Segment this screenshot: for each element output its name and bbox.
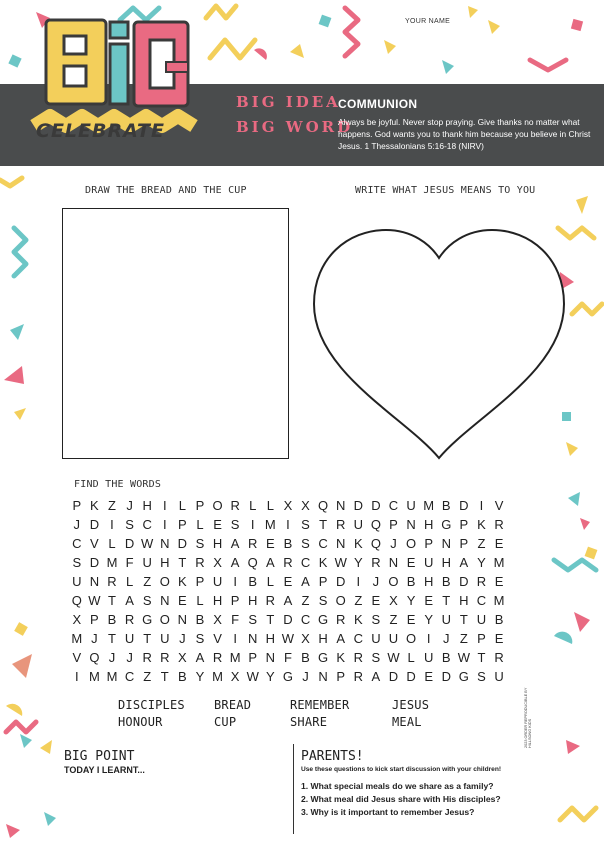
grid-letter[interactable]: B <box>441 574 451 589</box>
grid-letter[interactable]: U <box>494 669 504 684</box>
grid-letter[interactable]: J <box>179 631 186 646</box>
grid-row <box>68 650 508 669</box>
grid-letter[interactable]: M <box>88 669 100 684</box>
grid-letter[interactable]: H <box>248 593 258 608</box>
grid-letter[interactable]: Z <box>354 593 363 608</box>
grid-letter[interactable]: S <box>477 669 486 684</box>
grid-letter[interactable]: S <box>142 593 152 608</box>
grid-letter[interactable]: I <box>233 574 237 589</box>
grid-letter[interactable]: P <box>195 574 205 589</box>
grid-letter[interactable]: S <box>248 612 258 627</box>
grid-letter[interactable]: X <box>178 650 187 665</box>
grid-letter[interactable]: C <box>318 536 328 551</box>
grid-letter[interactable]: J <box>91 631 98 646</box>
grid-letter[interactable]: D <box>124 536 135 551</box>
grid-letter[interactable]: Y <box>265 669 275 684</box>
grid-letter[interactable]: C <box>124 669 135 684</box>
grid-letter[interactable]: M <box>212 669 223 684</box>
grid-letter[interactable]: N <box>160 536 170 551</box>
grid-letter[interactable]: C <box>388 498 399 513</box>
grid-letter[interactable]: X <box>213 555 222 570</box>
grid-letter[interactable]: H <box>423 517 434 532</box>
grid-letter[interactable]: K <box>477 517 486 532</box>
grid-letter[interactable]: S <box>301 536 310 551</box>
grid-letter[interactable]: M <box>423 498 435 513</box>
grid-letter[interactable]: B <box>107 612 117 627</box>
word-list-item: HONOUR <box>118 715 163 729</box>
grid-letter[interactable]: E <box>213 517 222 532</box>
grid-letter[interactable]: P <box>72 498 82 513</box>
grid-letter[interactable]: T <box>108 593 116 608</box>
parents-title: PARENTS! <box>301 749 364 764</box>
grid-letter[interactable]: T <box>266 612 275 627</box>
grid-letter[interactable]: O <box>388 574 399 589</box>
grid-letter[interactable]: P <box>230 593 240 608</box>
grid-letter[interactable]: W <box>246 669 259 684</box>
grid-letter[interactable]: J <box>108 650 116 665</box>
grid-letter[interactable]: V <box>494 498 504 513</box>
grid-letter[interactable]: C <box>300 612 311 627</box>
grid-letter[interactable]: Z <box>108 498 116 513</box>
grid-letter[interactable]: T <box>319 517 328 532</box>
grid-letter[interactable]: Z <box>301 593 310 608</box>
grid-letter[interactable]: R <box>230 498 240 513</box>
grid-letter[interactable]: O <box>406 631 417 646</box>
grid-letter[interactable]: A <box>230 536 240 551</box>
grid-letter[interactable]: T <box>178 555 187 570</box>
grid-letter[interactable]: V <box>90 536 99 551</box>
your-name-label: YOUR NAME <box>405 18 451 25</box>
grid-letter[interactable]: I <box>250 517 255 532</box>
grid-letter[interactable]: N <box>265 650 276 665</box>
grid-letter[interactable]: E <box>494 574 504 589</box>
grid-letter[interactable]: X <box>301 631 310 646</box>
grid-letter[interactable]: Z <box>143 669 152 684</box>
grid-letter[interactable]: M <box>493 555 505 570</box>
grid-letter[interactable]: C <box>300 555 311 570</box>
grid-letter[interactable]: K <box>90 498 99 513</box>
grid-letter[interactable]: O <box>159 574 170 589</box>
grid-letter[interactable]: J <box>73 517 81 532</box>
grid-letter[interactable]: O <box>159 612 170 627</box>
grid-letter[interactable]: A <box>371 669 381 684</box>
grid-letter[interactable]: U <box>353 517 363 532</box>
grid-letter[interactable]: J <box>126 650 133 665</box>
grid-letter[interactable]: P <box>477 631 486 646</box>
word-list-item: MEAL <box>392 715 422 729</box>
grid-letter[interactable]: U <box>124 631 135 646</box>
grid-letter[interactable]: A <box>230 555 240 570</box>
grid-letter[interactable]: G <box>441 517 452 532</box>
grid-letter[interactable]: D <box>459 574 469 589</box>
grid-letter[interactable]: P <box>195 498 205 513</box>
grid-letter[interactable]: E <box>371 593 381 608</box>
draw-activity-label: DRAW THE BREAD AND THE CUP <box>85 185 247 196</box>
grid-letter[interactable]: P <box>90 612 99 627</box>
grid-letter[interactable]: R <box>476 574 487 589</box>
grid-letter[interactable]: R <box>248 536 258 551</box>
grid-letter[interactable]: A <box>195 650 205 665</box>
word-list-item: BREAD <box>214 698 252 712</box>
grid-letter[interactable]: R <box>283 555 293 570</box>
grid-letter[interactable]: I <box>479 498 484 513</box>
grid-letter[interactable]: T <box>442 593 451 608</box>
word-list-item: REMEMBER <box>290 698 350 712</box>
grid-letter[interactable]: Y <box>353 555 363 570</box>
grid-letter[interactable]: R <box>494 650 504 665</box>
grid-letter[interactable]: S <box>195 631 205 646</box>
grid-letter[interactable]: B <box>248 574 258 589</box>
grid-letter[interactable]: I <box>286 517 290 532</box>
memory-verse: Always be joyful. Never stop praying. Give thanks no matter what happens. God wants you to thank him because you believe in Christ Jesus. 1 Thessalonians 5:16-18 (NIRV) <box>338 117 591 151</box>
grid-letter[interactable]: J <box>372 574 380 589</box>
topic-title: COMMUNION <box>338 97 418 111</box>
drawing-box[interactable] <box>62 208 289 459</box>
grid-letter[interactable]: P <box>389 517 398 532</box>
grid-letter[interactable]: V <box>213 631 222 646</box>
grid-letter[interactable]: R <box>107 574 117 589</box>
grid-letter[interactable]: E <box>406 612 416 627</box>
grid-letter[interactable]: V <box>72 650 82 665</box>
grid-letter[interactable]: B <box>195 612 205 627</box>
parent-question: 1. What special meals do we share as a family? <box>301 781 494 791</box>
grid-letter[interactable]: Q <box>247 555 258 570</box>
grid-letter[interactable]: I <box>74 669 79 684</box>
word-search-grid[interactable] <box>68 498 508 688</box>
grid-letter[interactable]: Z <box>459 631 468 646</box>
grid-letter[interactable]: N <box>336 536 346 551</box>
grid-letter[interactable]: U <box>212 574 223 589</box>
grid-letter[interactable]: U <box>388 631 399 646</box>
grid-letter[interactable]: G <box>318 650 329 665</box>
grid-letter[interactable]: L <box>266 574 274 589</box>
grid-letter[interactable]: S <box>371 612 381 627</box>
grid-letter[interactable]: B <box>178 669 187 684</box>
grid-letter[interactable]: X <box>213 612 222 627</box>
grid-letter[interactable]: S <box>371 650 381 665</box>
grid-letter[interactable]: B <box>301 650 310 665</box>
grid-letter[interactable]: G <box>282 669 293 684</box>
grid-letter[interactable]: S <box>195 536 205 551</box>
grid-letter[interactable]: R <box>336 517 346 532</box>
grid-letter[interactable]: H <box>441 555 451 570</box>
grid-letter[interactable]: G <box>318 612 329 627</box>
grid-row <box>68 555 508 574</box>
grid-letter[interactable]: S <box>72 555 82 570</box>
grid-letter[interactable]: B <box>283 536 293 551</box>
grid-letter[interactable]: K <box>353 536 363 551</box>
grid-letter[interactable]: T <box>477 650 486 665</box>
grid-letter[interactable]: F <box>283 650 292 665</box>
grid-letter[interactable]: Z <box>389 612 398 627</box>
grid-letter[interactable]: N <box>336 498 346 513</box>
grid-letter[interactable]: S <box>318 593 328 608</box>
grid-letter[interactable]: D <box>177 536 188 551</box>
section-divider <box>293 744 294 834</box>
copyright-text: 2023 ORDER REPRODUCIBLE BY HILLSONG KIDS <box>524 687 532 748</box>
grid-letter[interactable]: M <box>106 555 118 570</box>
grid-letter[interactable]: R <box>195 555 205 570</box>
big-point-subtitle: TODAY I LEARNT... <box>64 765 145 775</box>
grid-letter[interactable]: E <box>494 536 504 551</box>
grid-letter[interactable]: H <box>423 574 434 589</box>
grid-letter[interactable]: Y <box>477 555 486 570</box>
grid-letter[interactable]: T <box>108 631 116 646</box>
grid-letter[interactable]: E <box>178 593 187 608</box>
grid-letter[interactable]: P <box>336 669 346 684</box>
grid-letter[interactable]: F <box>125 555 134 570</box>
grid-letter[interactable]: M <box>264 517 276 532</box>
grid-letter[interactable]: F <box>231 612 240 627</box>
grid-letter[interactable]: I <box>110 517 114 532</box>
grid-letter[interactable]: X <box>301 498 310 513</box>
grid-letter[interactable]: P <box>424 536 433 551</box>
grid-letter[interactable]: U <box>72 574 82 589</box>
grid-letter[interactable]: R <box>371 555 381 570</box>
grid-letter[interactable]: M <box>493 593 505 608</box>
grid-letter[interactable]: Q <box>71 593 82 608</box>
grid-letter[interactable]: E <box>406 555 416 570</box>
grid-letter[interactable]: M <box>106 669 118 684</box>
parents-subtitle: Use these questions to kick start discussion with your children! <box>301 766 502 773</box>
grid-row <box>68 517 508 536</box>
grid-letter[interactable]: T <box>143 631 152 646</box>
grid-letter[interactable]: P <box>318 574 328 589</box>
grid-letter[interactable]: D <box>89 517 100 532</box>
grid-letter[interactable]: W <box>387 650 400 665</box>
grid-letter[interactable]: A <box>336 631 346 646</box>
grid-letter[interactable]: H <box>318 631 328 646</box>
grid-letter[interactable]: B <box>494 612 504 627</box>
grid-letter[interactable]: A <box>125 593 134 608</box>
grid-letter[interactable]: X <box>283 498 293 513</box>
grid-letter[interactable]: P <box>459 536 469 551</box>
heart-writing-area[interactable] <box>310 222 568 464</box>
grid-letter[interactable]: Z <box>143 574 152 589</box>
grid-letter[interactable]: W <box>88 593 101 608</box>
grid-letter[interactable]: R <box>353 669 363 684</box>
grid-letter[interactable]: J <box>443 631 450 646</box>
grid-letter[interactable]: J <box>126 498 133 513</box>
grid-letter[interactable]: A <box>301 574 310 589</box>
grid-letter[interactable]: W <box>457 650 470 665</box>
grid-letter[interactable]: N <box>441 536 451 551</box>
grid-letter[interactable]: C <box>142 517 152 532</box>
grid-letter[interactable]: L <box>178 498 186 513</box>
grid-letter[interactable]: H <box>160 555 170 570</box>
grid-letter[interactable]: Q <box>89 650 100 665</box>
word-list-item: DISCIPLES <box>118 698 185 712</box>
grid-letter[interactable]: E <box>265 536 275 551</box>
grid-letter[interactable]: U <box>476 612 487 627</box>
grid-row <box>68 498 508 517</box>
grid-letter[interactable]: U <box>423 650 434 665</box>
grid-letter[interactable]: L <box>196 517 204 532</box>
grid-letter[interactable]: X <box>72 612 82 627</box>
grid-row <box>68 669 508 688</box>
grid-letter[interactable]: I <box>426 631 431 646</box>
grid-row <box>68 631 508 650</box>
grid-letter[interactable]: D <box>388 669 399 684</box>
grid-letter[interactable]: I <box>162 517 167 532</box>
grid-letter[interactable]: K <box>336 650 346 665</box>
grid-letter[interactable]: R <box>212 650 223 665</box>
grid-letter[interactable]: T <box>459 612 468 627</box>
grid-letter[interactable]: W <box>334 555 347 570</box>
grid-letter[interactable]: P <box>248 650 258 665</box>
grid-letter[interactable]: A <box>283 593 293 608</box>
grid-letter[interactable]: A <box>459 555 469 570</box>
grid-letter[interactable]: R <box>353 650 363 665</box>
grid-letter[interactable]: L <box>125 574 134 589</box>
grid-letter[interactable]: I <box>233 631 237 646</box>
grid-letter[interactable]: R <box>265 593 276 608</box>
grid-letter[interactable]: R <box>124 612 135 627</box>
grid-letter[interactable]: E <box>424 669 433 684</box>
grid-letter[interactable]: O <box>212 498 223 513</box>
grid-letter[interactable]: D <box>371 498 381 513</box>
grid-row <box>68 612 508 631</box>
grid-letter[interactable]: R <box>160 650 170 665</box>
grid-letter[interactable]: B <box>441 498 451 513</box>
grid-letter[interactable]: T <box>160 669 169 684</box>
write-activity-label: WRITE WHAT JESUS MEANS TO YOU <box>355 185 536 196</box>
grid-letter[interactable]: U <box>423 555 434 570</box>
grid-letter[interactable]: U <box>371 631 381 646</box>
grid-letter[interactable]: J <box>390 536 397 551</box>
grid-letter[interactable]: K <box>318 555 328 570</box>
grid-letter[interactable]: I <box>356 574 361 589</box>
grid-letter[interactable]: K <box>353 612 363 627</box>
grid-letter[interactable]: H <box>212 536 223 551</box>
grid-letter[interactable]: H <box>265 631 276 646</box>
grid-letter[interactable]: N <box>89 574 100 589</box>
grid-letter[interactable]: J <box>302 669 309 684</box>
grid-letter[interactable]: D <box>353 498 363 513</box>
grid-letter[interactable]: S <box>301 517 310 532</box>
grid-letter[interactable]: R <box>142 650 152 665</box>
grid-row <box>68 593 508 612</box>
logo-celebrate-text: CELEBRATE <box>36 120 165 142</box>
grid-letter[interactable]: Y <box>195 669 205 684</box>
grid-letter[interactable]: E <box>494 631 504 646</box>
grid-letter[interactable]: D <box>459 498 469 513</box>
grid-letter[interactable]: N <box>248 631 258 646</box>
grid-letter[interactable]: H <box>212 593 223 608</box>
grid-letter[interactable]: D <box>89 555 100 570</box>
grid-letter[interactable]: K <box>178 574 187 589</box>
grid-letter[interactable]: L <box>196 593 204 608</box>
find-words-label: FIND THE WORDS <box>74 479 162 490</box>
grid-letter[interactable]: Q <box>370 536 381 551</box>
parent-question: 3. Why is it important to remember Jesus? <box>301 807 475 817</box>
grid-letter[interactable]: M <box>229 650 241 665</box>
grid-letter[interactable]: N <box>318 669 328 684</box>
grid-letter[interactable]: G <box>458 669 469 684</box>
grid-letter[interactable]: U <box>441 612 451 627</box>
big-idea-label: BIG IDEA <box>236 93 341 111</box>
grid-letter[interactable]: L <box>108 536 116 551</box>
grid-letter[interactable]: L <box>407 650 415 665</box>
grid-letter[interactable]: D <box>336 574 346 589</box>
word-list-item: JESUS <box>392 698 430 712</box>
grid-letter[interactable]: U <box>142 555 152 570</box>
grid-letter[interactable]: Y <box>424 612 433 627</box>
grid-letter[interactable]: P <box>459 517 469 532</box>
grid-letter[interactable]: U <box>160 631 170 646</box>
grid-letter[interactable]: L <box>266 498 274 513</box>
grid-letter[interactable]: Q <box>370 517 381 532</box>
grid-letter[interactable]: N <box>160 593 170 608</box>
grid-letter[interactable]: D <box>441 669 451 684</box>
word-list-item: SHARE <box>290 715 328 729</box>
grid-letter[interactable]: W <box>281 631 295 646</box>
grid-letter[interactable]: N <box>406 517 416 532</box>
grid-letter[interactable]: G <box>142 612 153 627</box>
grid-letter[interactable]: L <box>249 498 257 513</box>
grid-letter[interactable]: W <box>141 536 154 551</box>
grid-letter[interactable]: U <box>406 498 416 513</box>
parent-question: 2. What meal did Jesus share with His disciples? <box>301 794 501 804</box>
grid-letter[interactable]: N <box>388 555 399 570</box>
grid-row <box>68 574 508 593</box>
grid-letter[interactable]: O <box>335 593 346 608</box>
grid-letter[interactable]: M <box>71 631 83 646</box>
grid-letter[interactable]: D <box>406 669 416 684</box>
grid-letter[interactable]: I <box>162 498 167 513</box>
grid-letter[interactable]: Z <box>477 536 486 551</box>
word-list-item: CUP <box>214 715 237 729</box>
grid-letter[interactable]: Q <box>318 498 329 513</box>
grid-letter[interactable]: B <box>441 650 451 665</box>
grid-letter[interactable]: S <box>230 517 240 532</box>
grid-letter[interactable]: C <box>476 593 487 608</box>
grid-letter[interactable]: R <box>494 517 504 532</box>
big-word-label: BIG WORD <box>236 118 354 136</box>
grid-letter[interactable]: X <box>389 593 398 608</box>
grid-letter[interactable]: C <box>353 631 363 646</box>
grid-row <box>68 536 508 555</box>
grid-letter[interactable]: N <box>177 612 188 627</box>
grid-letter[interactable]: X <box>230 669 240 684</box>
grid-letter[interactable]: E <box>283 574 293 589</box>
grid-letter[interactable]: R <box>336 612 346 627</box>
grid-letter[interactable]: E <box>424 593 433 608</box>
grid-letter[interactable]: B <box>406 574 416 589</box>
grid-letter[interactable]: S <box>125 517 134 532</box>
big-point-title: BIG POINT <box>64 749 135 764</box>
grid-letter[interactable]: H <box>142 498 152 513</box>
grid-letter[interactable]: P <box>178 517 187 532</box>
grid-letter[interactable]: O <box>406 536 417 551</box>
grid-letter[interactable]: C <box>72 536 82 551</box>
grid-letter[interactable]: Y <box>406 593 416 608</box>
grid-letter[interactable]: H <box>459 593 469 608</box>
grid-letter[interactable]: D <box>283 612 293 627</box>
grid-letter[interactable]: A <box>265 555 275 570</box>
